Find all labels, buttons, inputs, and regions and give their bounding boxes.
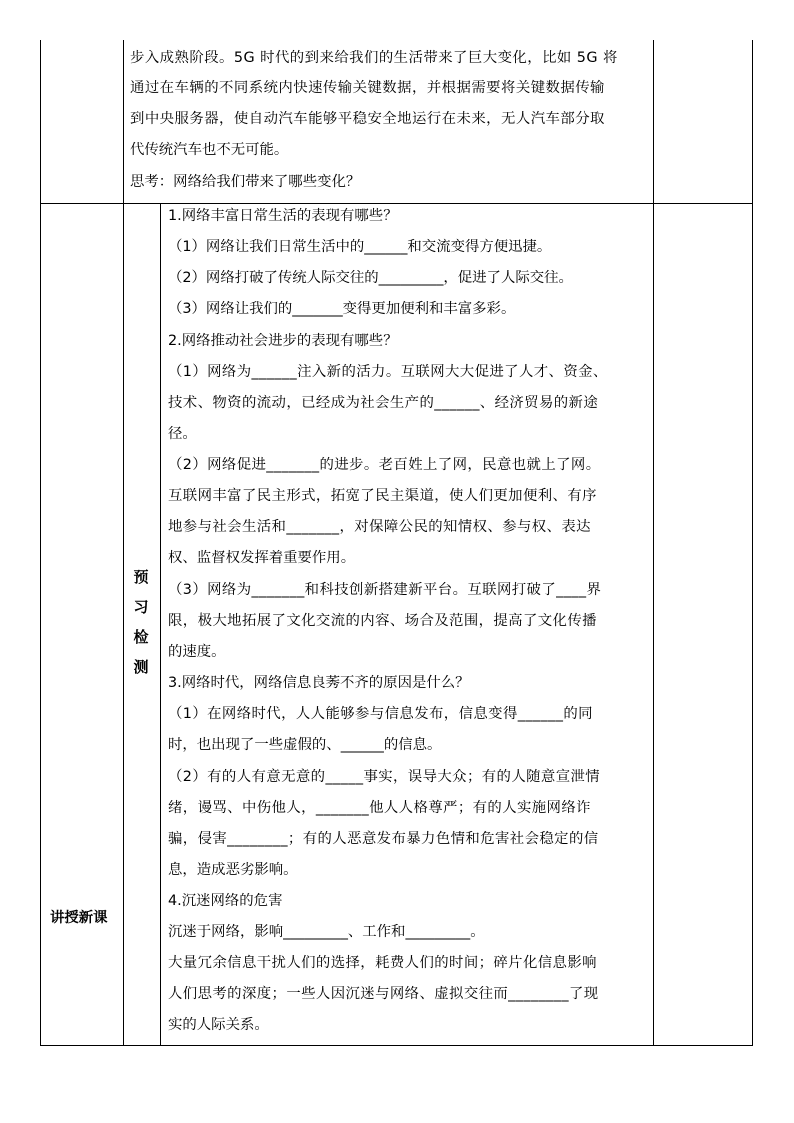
question-heading: 4.沉迷网络的危害 [168,893,283,909]
question-item: 时，也出现了一些虚假的、______的信息。 [168,737,442,753]
question-item: 大量冗余信息干扰人们的选择，耗费人们的时间；碎片化信息影响 [168,955,597,971]
question-item: （3）网络让我们的_______变得更加便利和丰富多彩。 [168,301,516,317]
question-item: （1）网络为______注入新的活力。互联网大大促进了人才、资金、 [168,364,608,380]
text-line: 思考：网络给我们带来了哪些变化？ [130,174,361,190]
question-item: 互联网丰富了民主形式，拓宽了民主渠道，使人们更加便利、有序 [168,488,597,504]
question-heading: 1.网络丰富日常生活的表现有哪些？ [168,208,398,224]
question-item: （2）网络打破了传统人际交往的_________，促进了人际交往。 [168,270,573,286]
question-item: 实的人际关系。 [168,1017,269,1033]
vertical-char: 习 [133,598,149,616]
question-item: 径。 [168,426,197,442]
table-divider-col3 [653,40,654,1046]
question-item: （2）网络促进_______的进步。老百姓上了网，民意也就上了网。 [168,457,601,473]
question-item: 沉迷于网络，影响_________、工作和_________。 [168,924,485,940]
table-row-divider [40,203,753,204]
question-item: 地参与社会生活和_______，对保障公民的知情权、参与权、表达 [168,519,591,535]
table-border-right [752,40,753,1046]
question-item: （2）有的人有意无意的_____事实，误导大众；有的人随意宣泄情 [168,769,601,785]
question-item: 骗，侵害________；有的人恶意发布暴力色情和危害社会稳定的信 [168,831,599,847]
question-item: 技术、物资的流动，已经成为社会生产的______、经济贸易的新途 [168,395,599,411]
question-item: （3）网络为_______和科技创新搭建新平台。互联网打破了____界 [168,582,602,598]
vertical-char: 预 [133,568,149,586]
text-line: 通过在车辆的不同系统内快速传输关键数据，并根据需要将关键数据传输 [130,80,605,96]
question-item: 限，极大地拓展了文化交流的内容、场合及范围，提高了文化传播 [168,613,597,629]
section-label-lecture: 讲授新课 [50,910,108,926]
vertical-char: 检 [133,628,149,646]
question-item: （1）网络让我们日常生活中的______和交流变得方便迅捷。 [168,239,552,255]
text-line: 代传统汽车也不无可能。 [130,142,289,158]
question-heading: 2.网络推动社会进步的表现有哪些？ [168,333,398,349]
question-heading: 3.网络时代，网络信息良莠不齐的原因是什么？ [168,675,470,691]
question-item: 权、监督权发挥着重要作用。 [168,550,356,566]
question-item: 绪，谩骂、中伤他人，_______他人人格尊严；有的人实施网络诈 [168,800,591,816]
question-item: （1）在网络时代，人人能够参与信息发布，信息变得______的同 [168,706,593,722]
text-line: 到中央服务器，使自动汽车能够平稳安全地运行在未来，无人汽车部分取 [130,111,605,127]
question-item: 息，造成恶劣影响。 [168,862,298,878]
vertical-char: 测 [133,658,149,676]
table-divider-col1 [123,40,124,1046]
question-item: 人们思考的深度；一些人因沉迷与网络、虚拟交往而________了现 [168,986,599,1002]
question-item: 的速度。 [168,644,226,660]
table-border-left [40,40,41,1046]
table-border-bottom [40,1045,753,1046]
text-line: 步入成熟阶段。5G 时代的到来给我们的生活带来了巨大变化，比如 5G 将 [130,50,618,66]
table-divider-col2 [160,203,161,1046]
